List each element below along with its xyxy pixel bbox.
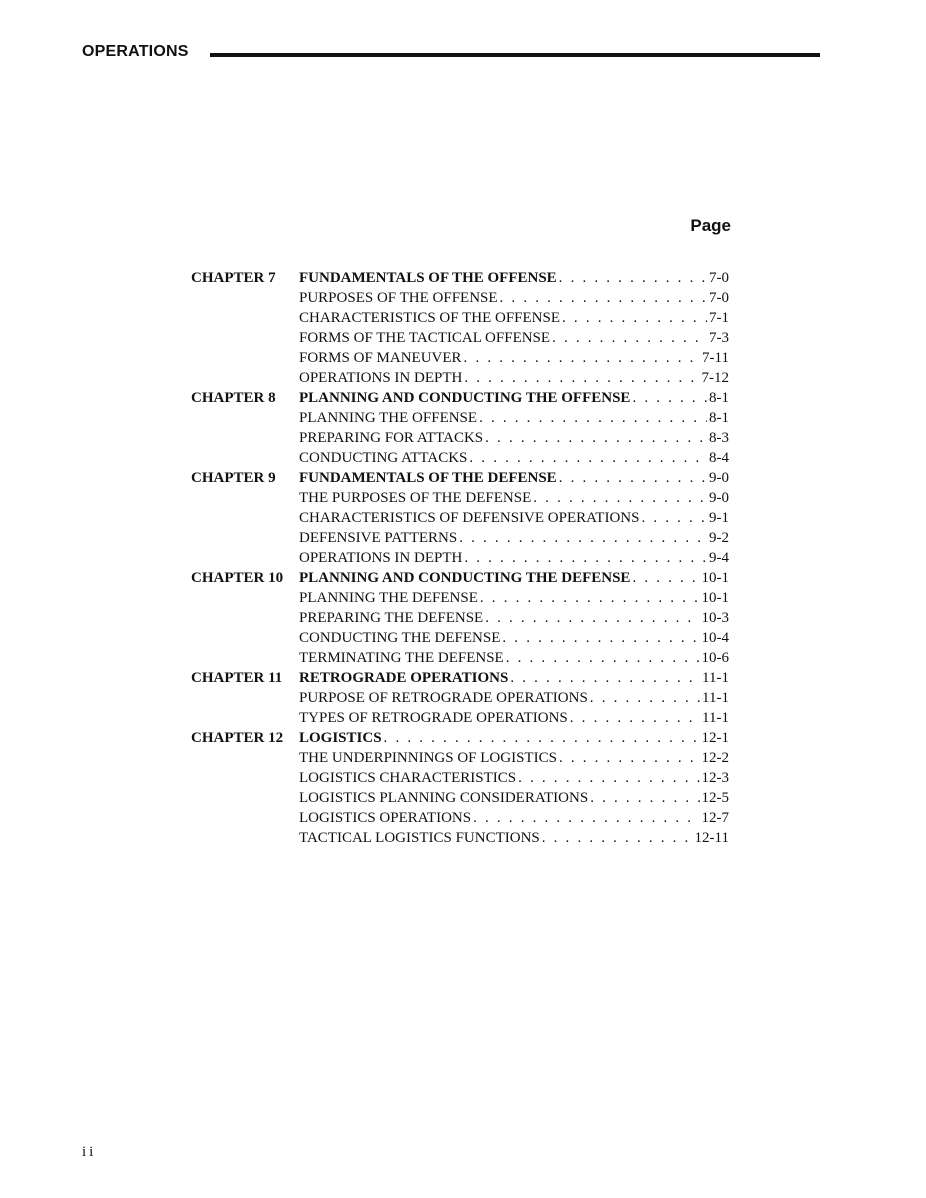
toc-entry [299, 828, 729, 848]
section-title: FORMS OF THE TACTICAL OFFENSE [299, 330, 551, 346]
dot-leader [590, 788, 699, 808]
section-title: TACTICAL LOGISTICS FUNCTIONS [299, 830, 540, 846]
page-number: 12-3 [701, 770, 729, 786]
toc-entry [299, 628, 729, 648]
section-title: FORMS OF MANEUVER [299, 350, 462, 366]
dot-leader [559, 468, 707, 488]
page-number: 7-12 [701, 370, 729, 386]
chapter-title: PLANNING AND CONDUCTING THE DEFENSE [299, 570, 631, 586]
toc-section-row [191, 328, 729, 348]
section-title: THE PURPOSES OF THE DEFENSE [299, 490, 532, 506]
toc-entry [299, 688, 729, 708]
page-number: 9-1 [709, 510, 729, 526]
chapter-title: RETROGRADE OPERATIONS [299, 670, 509, 686]
section-title: TYPES OF RETROGRADE OPERATIONS [299, 710, 568, 726]
page-number: 12-5 [701, 790, 729, 806]
dot-leader [510, 668, 700, 688]
dot-leader [570, 708, 700, 728]
toc-section-row [191, 788, 729, 808]
toc-entry [299, 348, 729, 368]
page-number: 8-1 [709, 410, 729, 426]
page-number: 9-4 [709, 550, 729, 566]
toc-entry [299, 588, 729, 608]
toc-entry [299, 268, 729, 288]
toc-entry [299, 308, 729, 328]
section-title: CONDUCTING THE DEFENSE [299, 630, 501, 646]
dot-leader [542, 828, 693, 848]
section-title: OPERATIONS IN DEPTH [299, 370, 463, 386]
toc-entry [299, 448, 729, 468]
page-number: 9-2 [709, 530, 729, 546]
page-number: 8-3 [709, 430, 729, 446]
dot-leader [479, 408, 707, 428]
toc-section-row [191, 588, 729, 608]
toc-entry [299, 288, 729, 308]
page-number: 8-4 [709, 450, 729, 466]
chapter-number: CHAPTER 10 [191, 570, 284, 586]
page-number: 9-0 [709, 490, 729, 506]
dot-leader [533, 488, 707, 508]
toc-entry [299, 548, 729, 568]
page-number: 8-1 [709, 390, 729, 406]
toc-entry [299, 728, 729, 748]
toc-section-row [191, 288, 729, 308]
toc-chapter-row [191, 668, 729, 688]
page-number: 12-11 [694, 830, 729, 846]
page-number: 7-1 [709, 310, 729, 326]
toc-chapter-row [191, 388, 729, 408]
dot-leader [459, 528, 707, 548]
section-title: TERMINATING THE DEFENSE [299, 650, 504, 666]
chapter-title: FUNDAMENTALS OF THE DEFENSE [299, 470, 557, 486]
page-number: 10-4 [701, 630, 729, 646]
page-number: 7-0 [709, 290, 729, 306]
toc-section-row [191, 748, 729, 768]
dot-leader [500, 288, 707, 308]
section-title: LOGISTICS PLANNING CONSIDERATIONS [299, 790, 589, 806]
table-of-contents [191, 268, 729, 848]
dot-leader [559, 268, 707, 288]
header-title: OPERATIONS [82, 43, 189, 60]
chapter-number: CHAPTER 11 [191, 670, 283, 686]
toc-section-row [191, 628, 729, 648]
toc-section-row [191, 508, 729, 528]
dot-leader [632, 388, 707, 408]
dot-leader [473, 808, 699, 828]
page-column-label: Page [690, 216, 731, 235]
toc-entry [299, 668, 729, 688]
toc-entry [299, 648, 729, 668]
toc-section-row [191, 488, 729, 508]
page-number: 12-7 [701, 810, 729, 826]
section-title: PLANNING THE OFFENSE [299, 410, 478, 426]
chapter-number: CHAPTER 12 [191, 730, 284, 746]
toc-section-row [191, 608, 729, 628]
page-number: 11-1 [702, 670, 729, 686]
toc-entry [299, 388, 729, 408]
dot-leader [384, 728, 700, 748]
section-title: PURPOSE OF RETROGRADE OPERATIONS [299, 690, 588, 706]
page-number: 10-1 [701, 590, 729, 606]
toc-entry [299, 788, 729, 808]
page-number: 12-1 [701, 730, 729, 746]
footer-page-number: ii [82, 1144, 97, 1160]
running-header [82, 42, 820, 64]
toc-entry [299, 328, 729, 348]
dot-leader [552, 328, 707, 348]
dot-leader [502, 628, 699, 648]
section-title: PREPARING FOR ATTACKS [299, 430, 484, 446]
chapter-number: CHAPTER 7 [191, 270, 276, 286]
dot-leader [485, 428, 707, 448]
toc-entry [299, 528, 729, 548]
page-number: 9-0 [709, 470, 729, 486]
toc-section-row [191, 428, 729, 448]
page-number: 10-3 [701, 610, 729, 626]
toc-entry [299, 608, 729, 628]
page-number: 7-3 [709, 330, 729, 346]
section-title: DEFENSIVE PATTERNS [299, 530, 458, 546]
toc-entry [299, 368, 729, 388]
toc-entry [299, 508, 729, 528]
section-title: OPERATIONS IN DEPTH [299, 550, 463, 566]
toc-section-row [191, 548, 729, 568]
toc-section-row [191, 448, 729, 468]
dot-leader [632, 568, 699, 588]
dot-leader [562, 308, 707, 328]
chapter-title: FUNDAMENTALS OF THE OFFENSE [299, 270, 557, 286]
section-title: PLANNING THE DEFENSE [299, 590, 478, 606]
chapter-number: CHAPTER 9 [191, 470, 276, 486]
toc-section-row [191, 308, 729, 328]
section-title: PREPARING THE DEFENSE [299, 610, 484, 626]
toc-entry [299, 748, 729, 768]
toc-chapter-row [191, 728, 729, 748]
toc-section-row [191, 828, 729, 848]
page-number: 11-1 [702, 690, 729, 706]
toc-entry [299, 468, 729, 488]
header-rule [210, 53, 820, 57]
chapter-title: LOGISTICS [299, 730, 382, 746]
section-title: LOGISTICS CHARACTERISTICS [299, 770, 517, 786]
toc-entry [299, 488, 729, 508]
toc-chapter-row [191, 468, 729, 488]
toc-entry [299, 808, 729, 828]
toc-entry [299, 408, 729, 428]
page-number: 12-2 [701, 750, 729, 766]
toc-entry [299, 428, 729, 448]
dot-leader [480, 588, 700, 608]
page-number: 7-11 [702, 350, 729, 366]
section-title: PURPOSES OF THE OFFENSE [299, 290, 498, 306]
dot-leader [506, 648, 700, 668]
section-title: CHARACTERISTICS OF THE OFFENSE [299, 310, 561, 326]
toc-entry [299, 568, 729, 588]
toc-section-row [191, 348, 729, 368]
dot-leader [464, 348, 701, 368]
dot-leader [469, 448, 707, 468]
toc-section-row [191, 808, 729, 828]
dot-leader [464, 548, 707, 568]
page-number: 7-0 [709, 270, 729, 286]
dot-leader [485, 608, 699, 628]
page-number: 10-1 [701, 570, 729, 586]
section-title: CONDUCTING ATTACKS [299, 450, 468, 466]
toc-section-row [191, 528, 729, 548]
section-title: THE UNDERPINNINGS OF LOGISTICS [299, 750, 557, 766]
section-title: LOGISTICS OPERATIONS [299, 810, 472, 826]
dot-leader [641, 508, 707, 528]
page-number: 11-1 [702, 710, 729, 726]
dot-leader [518, 768, 699, 788]
chapter-number: CHAPTER 8 [191, 390, 276, 406]
section-title: CHARACTERISTICS OF DEFENSIVE OPERATIONS [299, 510, 640, 526]
toc-section-row [191, 408, 729, 428]
toc-section-row [191, 648, 729, 668]
toc-section-row [191, 768, 729, 788]
toc-chapter-row [191, 568, 729, 588]
dot-leader [464, 368, 699, 388]
toc-section-row [191, 708, 729, 728]
toc-entry [299, 768, 729, 788]
toc-section-row [191, 368, 729, 388]
dot-leader [559, 748, 700, 768]
toc-entry [299, 708, 729, 728]
page-number: 10-6 [701, 650, 729, 666]
chapter-title: PLANNING AND CONDUCTING THE OFFENSE [299, 390, 631, 406]
dot-leader [590, 688, 700, 708]
toc-chapter-row [191, 268, 729, 288]
toc-section-row [191, 688, 729, 708]
